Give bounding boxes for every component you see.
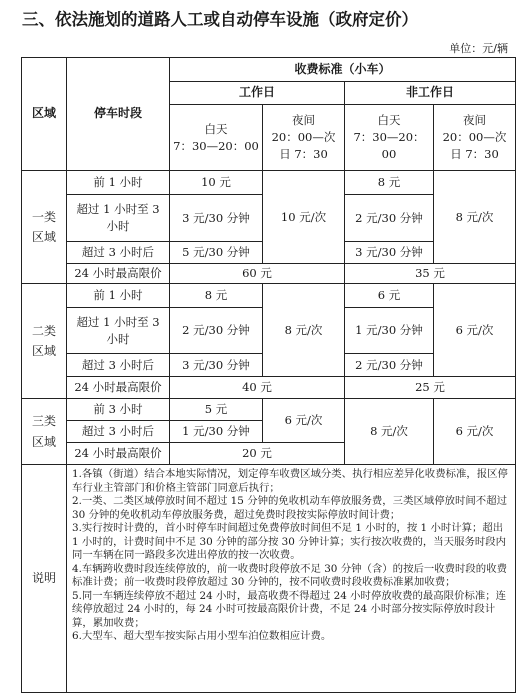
zone2-period-2: 超过 1 小时至 3 小时 — [67, 308, 170, 354]
page-title: 三、依法施划的道路人工或自动停车设施（政府定价） — [22, 10, 418, 29]
zone3-nw-day: 8 元/次 — [345, 399, 434, 465]
note-line: 5.同一车辆连续停放不超过 24 小时，最高收费不得超过 24 小时停放收费的最高限价标准；连续停放超过 24 小时的，每 24 小时可按最高限价计费，不足 24 小时部分按实际停放时段计算，累加收费； — [72, 589, 507, 629]
header-nonworkday-day: 白天 7：30—20： 00 — [345, 105, 434, 171]
notes-body — [67, 465, 516, 693]
zone1-w-day-2: 3 元/30 分钟 — [170, 195, 263, 242]
zone2-nw-day-3: 2 元/30 分钟 — [345, 354, 434, 377]
note-line: 1.各镇（街道）结合本地实际情况，划定停车收费区域分类、执行相应差异化收费标准，报区停车行业主管部门和价格主管部门同意后执行； — [72, 468, 508, 494]
zone2-w-day-1: 8 元 — [170, 284, 263, 308]
zone3-w-day-1: 5 元 — [170, 399, 263, 421]
zone1-max-workday: 60 元 — [170, 264, 345, 284]
zone1-max-nonworkday: 35 元 — [345, 264, 516, 284]
zone1-period-3: 超过 3 小时后 — [67, 242, 170, 264]
note-line: 4.车辆跨收费时段连续停放的，前一收费时段停放不足 30 分钟（含）的按后一收费时段的收费标准计费；前一收费时段停放超过 30 分钟的，按不同收费时段收费标准累加收费； — [72, 562, 507, 589]
unit-label: 单位：元/辆 — [449, 42, 508, 55]
zone1-nw-night: 8 元/次 — [434, 171, 516, 264]
zone1-w-night: 10 元/次 — [263, 171, 345, 264]
zone1-w-day-3: 5 元/30 分钟 — [170, 242, 263, 264]
zone2-max-workday: 40 元 — [170, 377, 345, 399]
zone2-w-night: 8 元/次 — [263, 284, 345, 377]
header-workday-day: 白天 7：30—20：00 — [170, 105, 263, 171]
zone1-nw-day-2: 2 元/30 分钟 — [345, 195, 434, 242]
zone2-period-1: 前 1 小时 — [67, 284, 170, 308]
zone2-max-label: 24 小时最高限价 — [67, 377, 170, 399]
zone2-nw-day-1: 6 元 — [345, 284, 434, 308]
zone2-period-3: 超过 3 小时后 — [67, 354, 170, 377]
zone3-w-night: 6 元/次 — [263, 399, 345, 443]
zone2-nw-day-2: 1 元/30 分钟 — [345, 308, 434, 354]
zone2-nw-night: 6 元/次 — [434, 284, 516, 377]
zone1-period-1: 前 1 小时 — [67, 171, 170, 195]
zone1-name: 一类 区域 — [22, 171, 67, 284]
zone3-period-2: 超过 3 小时后 — [67, 421, 170, 443]
header-period: 停车时段 — [67, 58, 170, 171]
zone2-w-day-3: 3 元/30 分钟 — [170, 354, 263, 377]
notes-label: 说明 — [22, 465, 67, 693]
note-line: 6.大型车、超大型车按实际占用小型车泊位数相应计费。 — [72, 630, 332, 643]
fee-table — [21, 57, 516, 693]
zone1-max-label: 24 小时最高限价 — [67, 264, 170, 284]
note-line: 3.实行按时计费的，首小时停车时间超过免费停放时间但不足 1 小时的，按 1 小时计算；超出 1 小时的，计费时间中不足 30 分钟的部分按 30 分钟计算；实行按次收费的，当天服务时段内同一车辆在同一路段多次进出停放的按一次收费。 — [72, 522, 507, 562]
header-region: 区域 — [22, 58, 67, 171]
zone3-w-day-2: 1 元/30 分钟 — [170, 421, 263, 443]
header-workday-night: 夜间 20：00—次 日 7：30 — [263, 105, 345, 171]
zone3-max-label: 24 小时最高限价 — [67, 443, 170, 465]
zone1-nw-day-1: 8 元 — [345, 171, 434, 195]
zone1-period-2: 超过 1 小时至 3 小时 — [67, 195, 170, 242]
header-workday: 工作日 — [170, 82, 345, 105]
zone2-name: 二类 区域 — [22, 284, 67, 399]
zone3-max-workday: 20 元 — [170, 443, 345, 465]
zone1-nw-day-3: 3 元/30 分钟 — [345, 242, 434, 264]
header-nonworkday: 非工作日 — [345, 82, 516, 105]
note-line: 2.一类、二类区域停放时间不超过 15 分钟的免收机动车停放服务费，三类区域停放时间不超过 30 分钟的免收机动车停放服务费，超过免费时段按实际停放时间计费； — [72, 495, 507, 521]
zone2-w-day-2: 2 元/30 分钟 — [170, 308, 263, 354]
zone1-w-day-1: 10 元 — [170, 171, 263, 195]
zone3-name: 三类 区域 — [22, 399, 67, 465]
header-fee-standard: 收费标准（小车） — [170, 58, 516, 82]
zone3-nw-night: 6 元/次 — [434, 399, 516, 465]
header-nonworkday-night: 夜间 20：00—次 日 7：30 — [434, 105, 516, 171]
zone2-max-nonworkday: 25 元 — [345, 377, 516, 399]
zone3-period-1: 前 3 小时 — [67, 399, 170, 421]
